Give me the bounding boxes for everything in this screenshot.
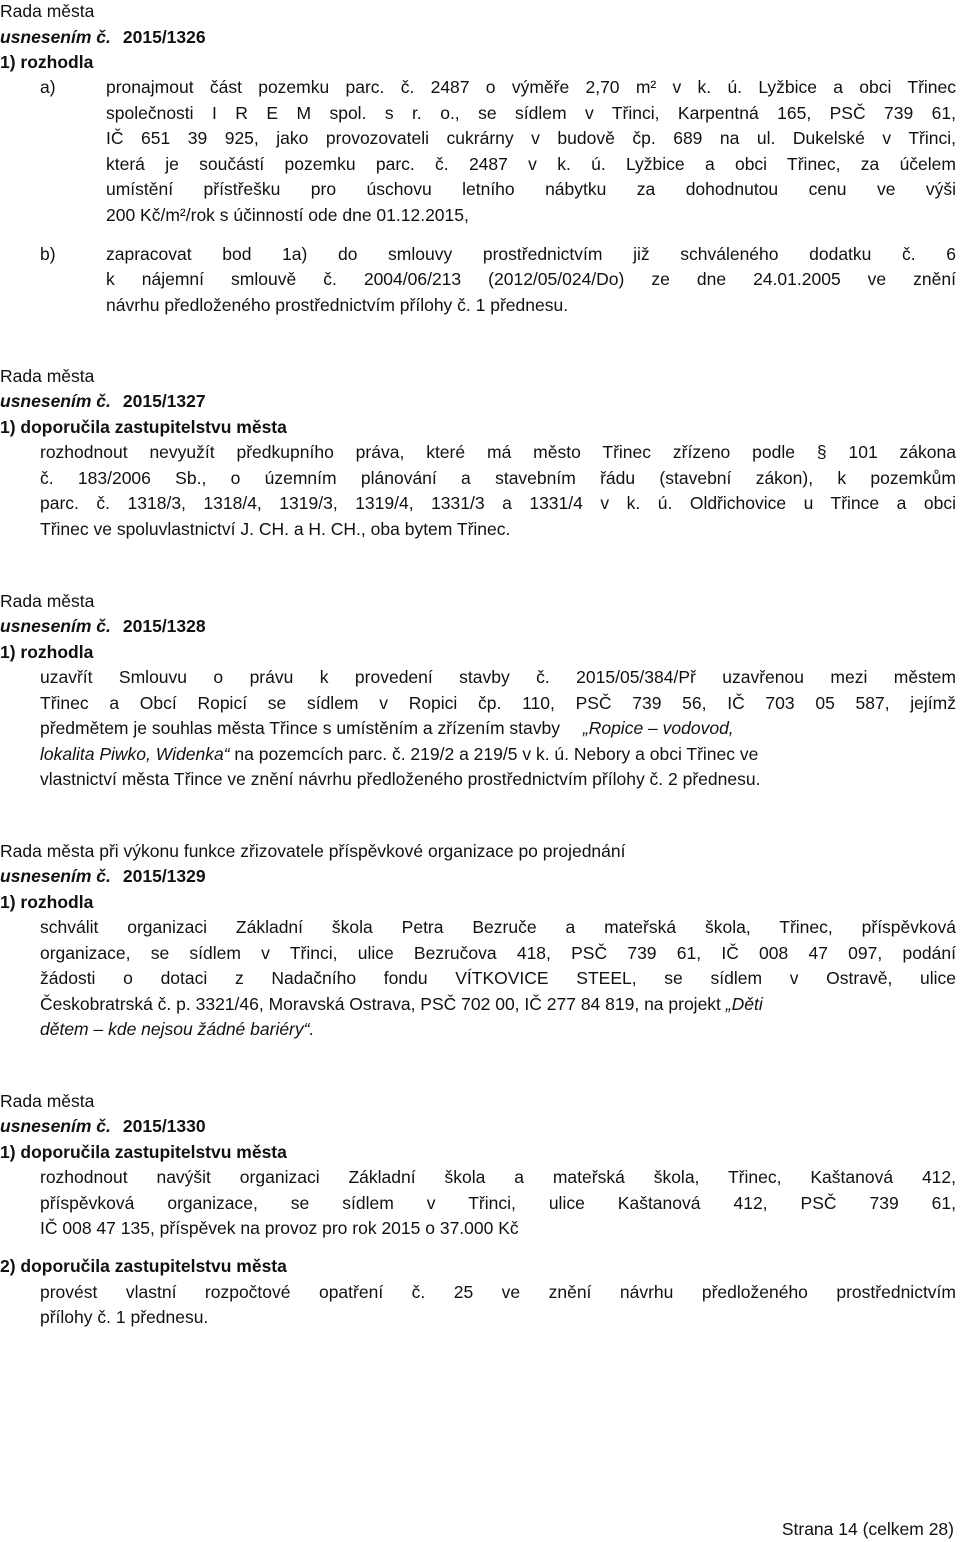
rada-label: Rada města — [0, 1091, 95, 1111]
paragraph-line: IČ 008 47 135, příspěvek na provoz pro rok 2015 o 37.000 Kč — [40, 1218, 519, 1238]
paragraph-line: přílohy č. 1 přednesu. — [40, 1307, 209, 1327]
resolution-number: 2015/1327 — [122, 391, 206, 411]
paragraph-line: umístění přístřešku pro úschovu letního nábytku za dohodnutou cenu ve výši — [106, 179, 956, 199]
paragraph-line: Třinec ve spoluvlastnictví J. CH. a H. CH., oba bytem Třinec. — [40, 519, 511, 539]
resolution-number: 2015/1329 — [122, 866, 206, 886]
decision-heading: 1) doporučila zastupitelstvu města — [0, 1142, 287, 1162]
paragraph-line: rozhodnout nevyužít předkupního práva, které má město Třinec zřízeno podle § 101 zákona — [40, 442, 956, 462]
paragraph-line: k nájemní smlouvě č. 2004/06/213 (2012/05/024/Do) ze dne 24.01.2005 ve znění — [106, 269, 956, 289]
resolution-label: usnesením č. — [0, 27, 111, 47]
paragraph-line: žádosti o dotaci z Nadačního fondu VÍTKOVICE STEEL, se sídlem v Ostravě, ulice — [40, 968, 956, 988]
decision-heading: 2) doporučila zastupitelstvu města — [0, 1256, 287, 1276]
paragraph-line: zapracovat bod 1a) do smlouvy prostřednictvím již schváleného dodatku č. 6 — [106, 244, 956, 264]
paragraph-line: společnosti I R E M spol. s r. o., se sídlem v Třinci, Karpentná 165, PSČ 739 61, — [106, 103, 956, 123]
paragraph-line: IČ 651 39 925, jako provozovateli cukrárny v budově čp. 689 na ul. Dukelské v Třinci, — [106, 128, 956, 148]
rada-label: Rada města — [0, 366, 95, 386]
resolution-heading — [0, 1113, 206, 1139]
project-name: „Ropice – vodovod, — [582, 718, 734, 738]
rada-label: Rada města při výkonu funkce zřizovatele příspěvkové organizace po projednání — [0, 841, 626, 861]
rada-label: Rada města — [0, 1, 95, 21]
paragraph-line: provést vlastní rozpočtové opatření č. 25 ve znění návrhu předloženého prostřednictvím — [40, 1282, 956, 1302]
decision-heading: 1) rozhodla — [0, 892, 94, 912]
paragraph-line: která je součástí pozemku parc. č. 2487 v k. ú. Lyžbice a obci Třinec, za účelem — [106, 154, 956, 174]
paragraph-line — [40, 741, 956, 767]
decision-heading: 1) rozhodla — [0, 642, 94, 662]
rada-label: Rada města — [0, 591, 95, 611]
paragraph-line: pronajmout část pozemku parc. č. 2487 o výměře 2,70 m² v k. ú. Lyžbice a obci Třinec — [106, 77, 956, 97]
resolution-heading — [0, 613, 206, 639]
paragraph-line: 200 Kč/m²/rok s účinností ode dne 01.12.2015, — [106, 205, 469, 225]
resolution-heading — [0, 863, 206, 889]
paragraph-line: organizace, se sídlem v Třinci, ulice Bezručova 418, PSČ 739 61, IČ 008 47 097, podání — [40, 943, 956, 963]
paragraph-line: č. 183/2006 Sb., o územním plánování a stavebním řádu (stavební zákon), k pozemkům — [40, 468, 956, 488]
paragraph-line: parc. č. 1318/3, 1318/4, 1319/3, 1319/4, 1331/3 a 1331/4 v k. ú. Oldřichovice u Třince a obci — [40, 493, 956, 513]
paragraph-line: schválit organizaci Základní škola Petra Bezruče a mateřská škola, Třinec, příspěvková — [40, 917, 956, 937]
paragraph-line: návrhu předloženého prostřednictvím přílohy č. 1 přednesu. — [106, 295, 569, 315]
paragraph-line: Třinec a Obcí Ropicí se sídlem v Ropici čp. 110, PSČ 739 56, IČ 703 05 587, jejímž — [40, 693, 956, 713]
text-span: předmětem je souhlas města Třince s umístěním a zřízením stavby — [40, 718, 565, 738]
decision-heading: 1) rozhodla — [0, 52, 94, 72]
project-name: lokalita Piwko, Widenka“ — [40, 744, 230, 764]
resolution-label: usnesením č. — [0, 391, 111, 411]
resolution-number: 2015/1330 — [122, 1116, 206, 1136]
item-marker-a: a) — [40, 77, 56, 97]
paragraph-line: uzavřít Smlouvu o právu k provedení stavby č. 2015/05/384/Př uzavřenou mezi městem — [40, 667, 956, 687]
resolution-heading — [0, 388, 206, 414]
decision-heading: 1) doporučila zastupitelstvu města — [0, 417, 287, 437]
paragraph-line — [40, 991, 956, 1017]
resolution-number: 2015/1326 — [122, 27, 206, 47]
paragraph-line: rozhodnout navýšit organizaci Základní škola a mateřská škola, Třinec, Kaštanová 412, — [40, 1167, 956, 1187]
resolution-number: 2015/1328 — [122, 616, 206, 636]
paragraph-line: vlastnictví města Třince ve znění návrhu předloženého prostřednictvím přílohy č. 2 přednesu. — [40, 769, 761, 789]
resolution-label: usnesením č. — [0, 866, 111, 886]
page-number: Strana 14 (celkem 28) — [781, 1519, 954, 1539]
project-name: „Děti — [725, 994, 763, 1014]
resolution-heading — [0, 24, 206, 50]
text-span: Českobratrská č. p. 3321/46, Moravská Ostrava, PSČ 702 00, IČ 277 84 819, na projekt — [40, 994, 726, 1014]
resolution-label: usnesením č. — [0, 616, 111, 636]
resolution-label: usnesením č. — [0, 1116, 111, 1136]
project-name: dětem – kde nejsou žádné bariéry“. — [40, 1019, 315, 1039]
text-span: na pozemcích parc. č. 219/2 a 219/5 v k. ú. Nebory a obci Třinec ve — [229, 744, 759, 764]
paragraph-line — [40, 715, 956, 741]
item-marker-b: b) — [40, 244, 56, 264]
paragraph-line: příspěvková organizace, se sídlem v Třinci, ulice Kaštanová 412, PSČ 739 61, — [40, 1193, 956, 1213]
